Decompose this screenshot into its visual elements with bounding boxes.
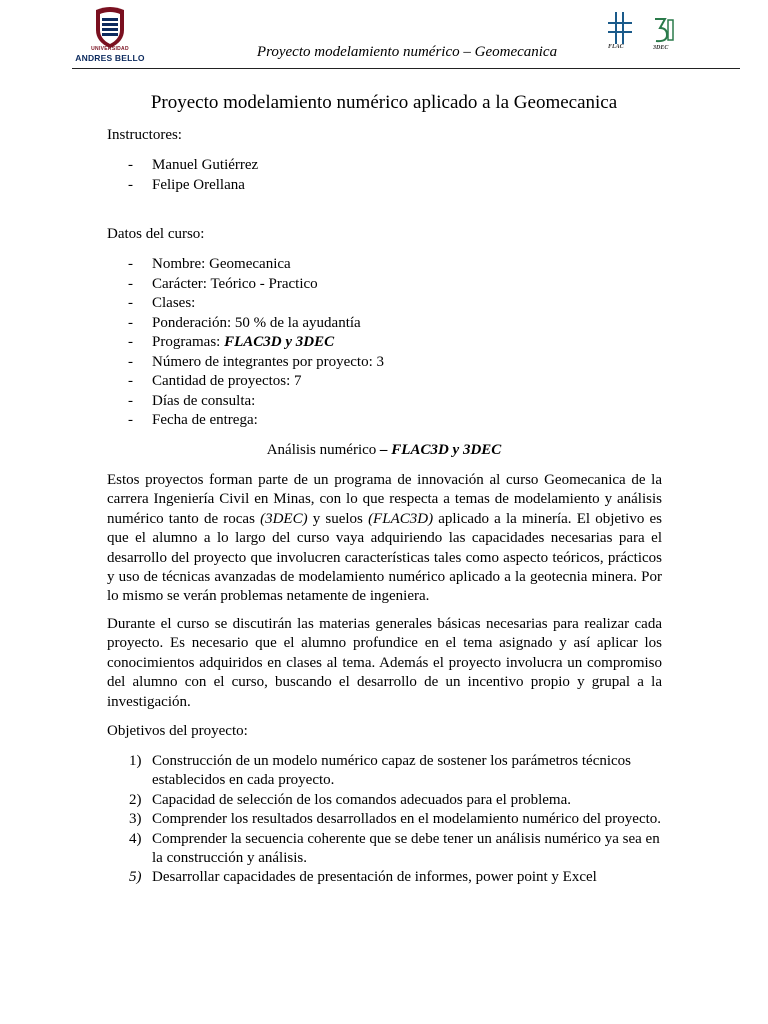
list-item: - Programas: FLAC3D y 3DEC xyxy=(128,334,335,350)
course-paragraph: Durante el curso se discutirán las materias generales básicas necesarias para realizar cada proyecto. Es necesario que el alumno profundice en el tema asignado y así aplicar los conocimientos adquiridos en clases al tema. Además el proyecto involucra un compromiso del alumno con el curso, buscando el desarrollo de un incentivo propio y grupal a la investigación. xyxy=(107,616,662,710)
list-item: - Carácter: Teórico - Practico xyxy=(128,275,318,292)
list-item: - Cantidad de proyectos: 7 xyxy=(128,373,302,389)
page-header xyxy=(72,6,740,69)
list-item: - Fecha de entrega: xyxy=(128,412,258,428)
flac-label: FLAC xyxy=(608,44,624,50)
instructors-list xyxy=(107,156,258,195)
list-item: - Manuel Gutiérrez xyxy=(128,157,259,173)
list-item: 5) Desarrollar capacidades de presentación de informes, power point y Excel xyxy=(129,869,597,886)
objectives-label: Objetivos del proyecto: xyxy=(107,723,248,739)
course-data-label: Datos del curso: xyxy=(107,226,205,242)
3dec-logo-icon xyxy=(652,16,676,44)
objectives-list xyxy=(107,752,662,888)
list-item: - Ponderación: 50 % de la ayudantía xyxy=(128,314,361,331)
list-item: 2) Capacidad de selección de los comandos adecuados para el problema. xyxy=(129,791,571,808)
list-item: 3) Comprender los resultados desarrollados en el modelamiento numérico del proyecto. xyxy=(129,811,662,828)
list-item: - Nombre: Geomecanica xyxy=(128,256,291,272)
flac-logo-icon xyxy=(606,12,634,44)
list-item: - Clases: xyxy=(128,295,196,311)
header-title: Proyecto modelamiento numérico – Geomecanica xyxy=(256,44,558,60)
list-item: 4) Comprender la secuencia coherente que se debe tener un análisis numérico ya sea en la construcción y análisis. xyxy=(129,830,660,867)
list-item: - Días de consulta: xyxy=(128,392,256,409)
instructors-label: Instructores: xyxy=(107,127,182,143)
university-label: UNIVERSIDAD xyxy=(91,46,129,52)
course-data-list xyxy=(107,255,384,431)
list-item: - Felipe Orellana xyxy=(128,176,245,193)
university-name: ANDRES BELLO xyxy=(75,53,145,63)
3dec-label: 3DEC xyxy=(653,45,669,51)
programs-value: FLAC3D y 3DEC xyxy=(224,334,335,350)
list-item: 1) Construcción de un modelo numérico capaz de sostener los parámetros técnicos establecidos en cada proyecto. xyxy=(129,753,632,789)
list-item: - Número de integrantes por proyecto: 3 xyxy=(128,353,385,370)
document-title: Proyecto modelamiento numérico aplicado a la Geomecanica xyxy=(150,92,618,113)
intro-paragraph: Estos proyectos forman parte de un programa de innovación al curso Geomecanica de la carrera Ingeniería Civil en Minas, con lo que respecta a temas de modelamiento y análisis numérico tanto de rocas (3DEC) y suelos (FLAC3D) aplicado a la minería. El objetivo es que el alumno a lo largo del curso vaya adquiriendo las capacidades necesarias para el desarrollo del proyecto que involucren características tales como aspecto teóricos, prácticos y uso de técnicas avanzadas de modelamiento numérico aplicado a la geotecnia minera. Por lo mismo se verán problemas netamente de ingeniera. xyxy=(107,472,663,605)
analysis-heading: Análisis numérico – FLAC3D y 3DEC xyxy=(266,442,502,458)
